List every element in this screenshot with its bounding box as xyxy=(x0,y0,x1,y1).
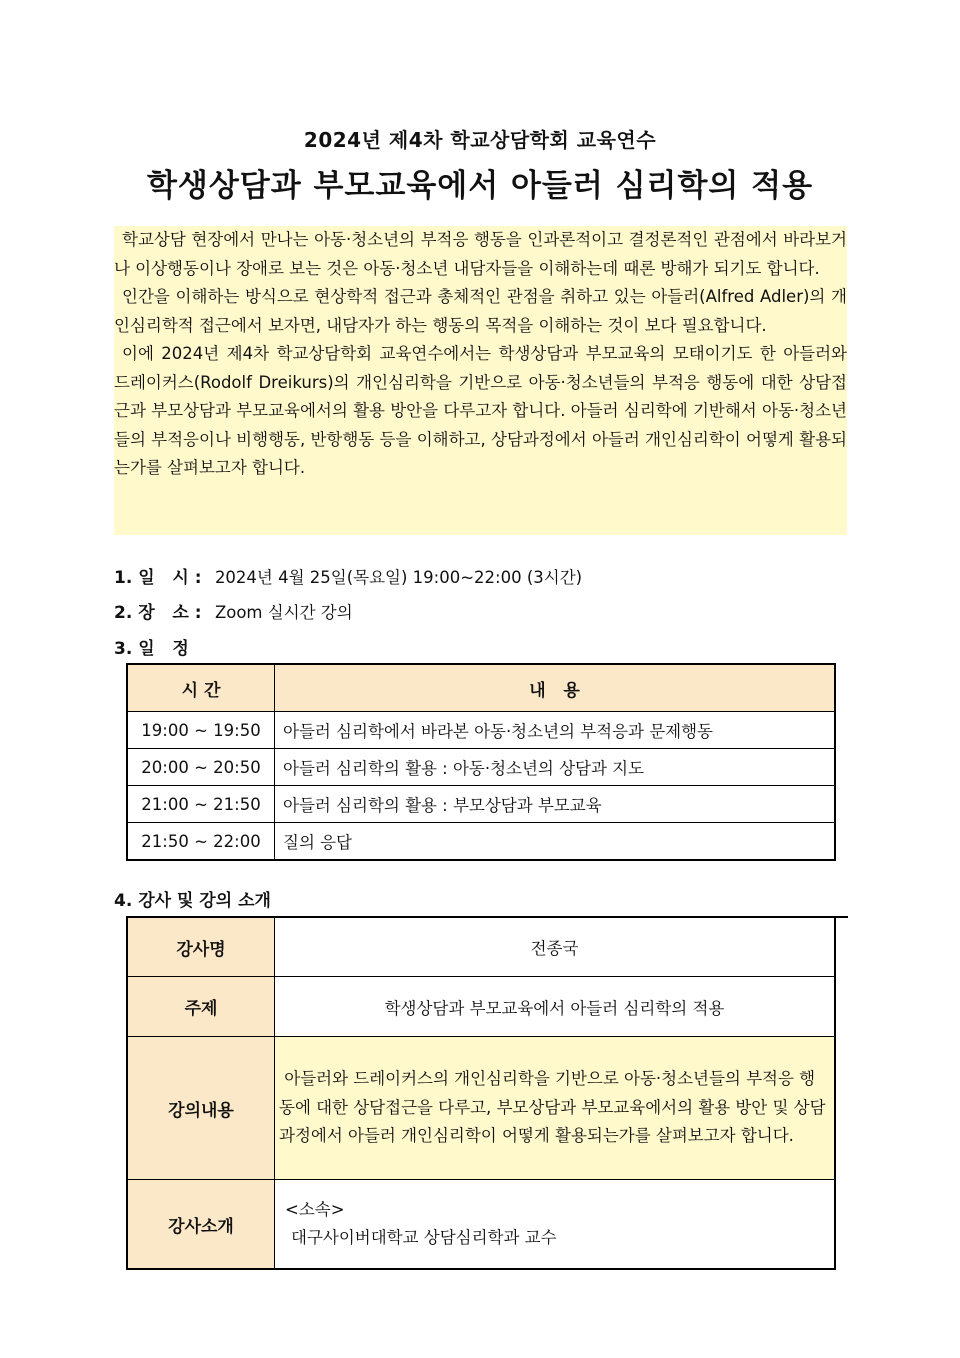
schedule-time: 19:00 ~ 19:50 xyxy=(127,712,275,749)
schedule-content: 아들러 심리학의 활용 : 아동·청소년의 상담과 지도 xyxy=(275,749,836,786)
schedule-label: 3. 일 정 xyxy=(114,639,189,659)
schedule-heading xyxy=(114,634,197,659)
table-row xyxy=(127,1037,835,1180)
intro-box xyxy=(114,226,847,535)
table-row xyxy=(127,712,835,749)
event-title: 학생상담과 부모교육에서 아들러 심리학의 적용 xyxy=(146,168,814,204)
table-row xyxy=(127,823,835,861)
schedule-time: 20:00 ~ 20:50 xyxy=(127,749,275,786)
place-value: Zoom 실시간 강의 xyxy=(214,603,353,622)
affiliation-tag: <소속> xyxy=(285,1200,345,1219)
date-line xyxy=(114,563,582,588)
intro-paragraph: 학교상담 현장에서 만나는 아동·청소년의 부적응 행동을 인과론적이고 결정론적인 관점에서 바라보거나 이상행동이나 장애로 보는 것은 아동·청소년 내담자들을 이해하는데 때론 방해가 되기도 합니다. xyxy=(114,230,847,278)
event-subtitle: 2024년 제4차 학교상담학회 교육연수 xyxy=(303,128,657,152)
lecturer-name-value: 전종국 xyxy=(275,917,836,977)
schedule-content: 질의 응답 xyxy=(275,823,836,861)
schedule-time: 21:50 ~ 22:00 xyxy=(127,823,275,861)
lecturer-table xyxy=(126,916,836,1270)
table-row xyxy=(127,977,835,1037)
schedule-time: 21:00 ~ 21:50 xyxy=(127,786,275,823)
table-row xyxy=(127,917,835,977)
topic-label: 주제 xyxy=(127,977,275,1037)
table-header-row xyxy=(127,664,835,712)
table-row xyxy=(127,749,835,786)
table-row xyxy=(127,786,835,823)
intro-paragraph: 이에 2024년 제4차 학교상담학회 교육연수에서는 학생상담과 부모교육의 모태이기도 한 아들러와 드레이커스(Rodolf Dreikurs)의 개인심리학을 기반으로 아동·청소년들의 부적응 행동에 대한 상담접근과 부모상담과 부모교육에서의 활용 방안을 다루고자 합니다. 아들러 심리학에 기반해서 아동·청소년들의 부적응이나 비행행동, 반항행동 등을 이해하고, 상담과정에서 아들러 개인심리학이 어떻게 활용되는가를 살펴보고자 합니다. xyxy=(114,344,847,477)
lecture-content-label: 강의내용 xyxy=(127,1037,275,1180)
table-top-extension xyxy=(836,916,848,918)
lecture-content-value: 아들러와 드레이커스의 개인심리학을 기반으로 아동·청소년들의 부적응 행동에 대한 상담접근을 다루고, 부모상담과 부모교육에서의 활용 방안 및 상담과정에서 아들러 개인심리학이 어떻게 활용되는가를 살펴보고자 합니다. xyxy=(275,1037,836,1180)
date-label: 1. 일 시 : xyxy=(114,568,202,588)
intro-paragraph: 인간을 이해하는 방식으로 현상학적 접근과 총체적인 관점을 취하고 있는 아들러(Alfred Adler)의 개인심리학적 접근에서 보자면, 내담자가 하는 행동의 목적을 이해하는 것이 보다 필요합니다. xyxy=(114,287,847,335)
schedule-content: 아들러 심리학에서 바라본 아동·청소년의 부적응과 문제행동 xyxy=(275,712,836,749)
table-header-time: 시 간 xyxy=(127,664,275,712)
lecturer-heading xyxy=(114,886,279,911)
lecturer-bio-label: 강사소개 xyxy=(127,1180,275,1270)
table-row xyxy=(127,1180,835,1270)
lecturer-name-label: 강사명 xyxy=(127,917,275,977)
schedule-table xyxy=(126,663,836,861)
place-label: 2. 장 소 : xyxy=(114,603,202,623)
table-header-content: 내 용 xyxy=(275,664,836,712)
place-line xyxy=(114,598,353,623)
topic-value: 학생상담과 부모교육에서 아들러 심리학의 적용 xyxy=(275,977,836,1037)
date-value: 2024년 4월 25일(목요일) 19:00~22:00 (3시간) xyxy=(214,568,583,587)
affiliation-value: 대구사이버대학교 상담심리학과 교수 xyxy=(291,1228,557,1247)
lecturer-label: 4. 강사 및 강의 소개 xyxy=(114,891,271,911)
schedule-content: 아들러 심리학의 활용 : 부모상담과 부모교육 xyxy=(275,786,836,823)
lecturer-bio-cell xyxy=(275,1180,836,1270)
